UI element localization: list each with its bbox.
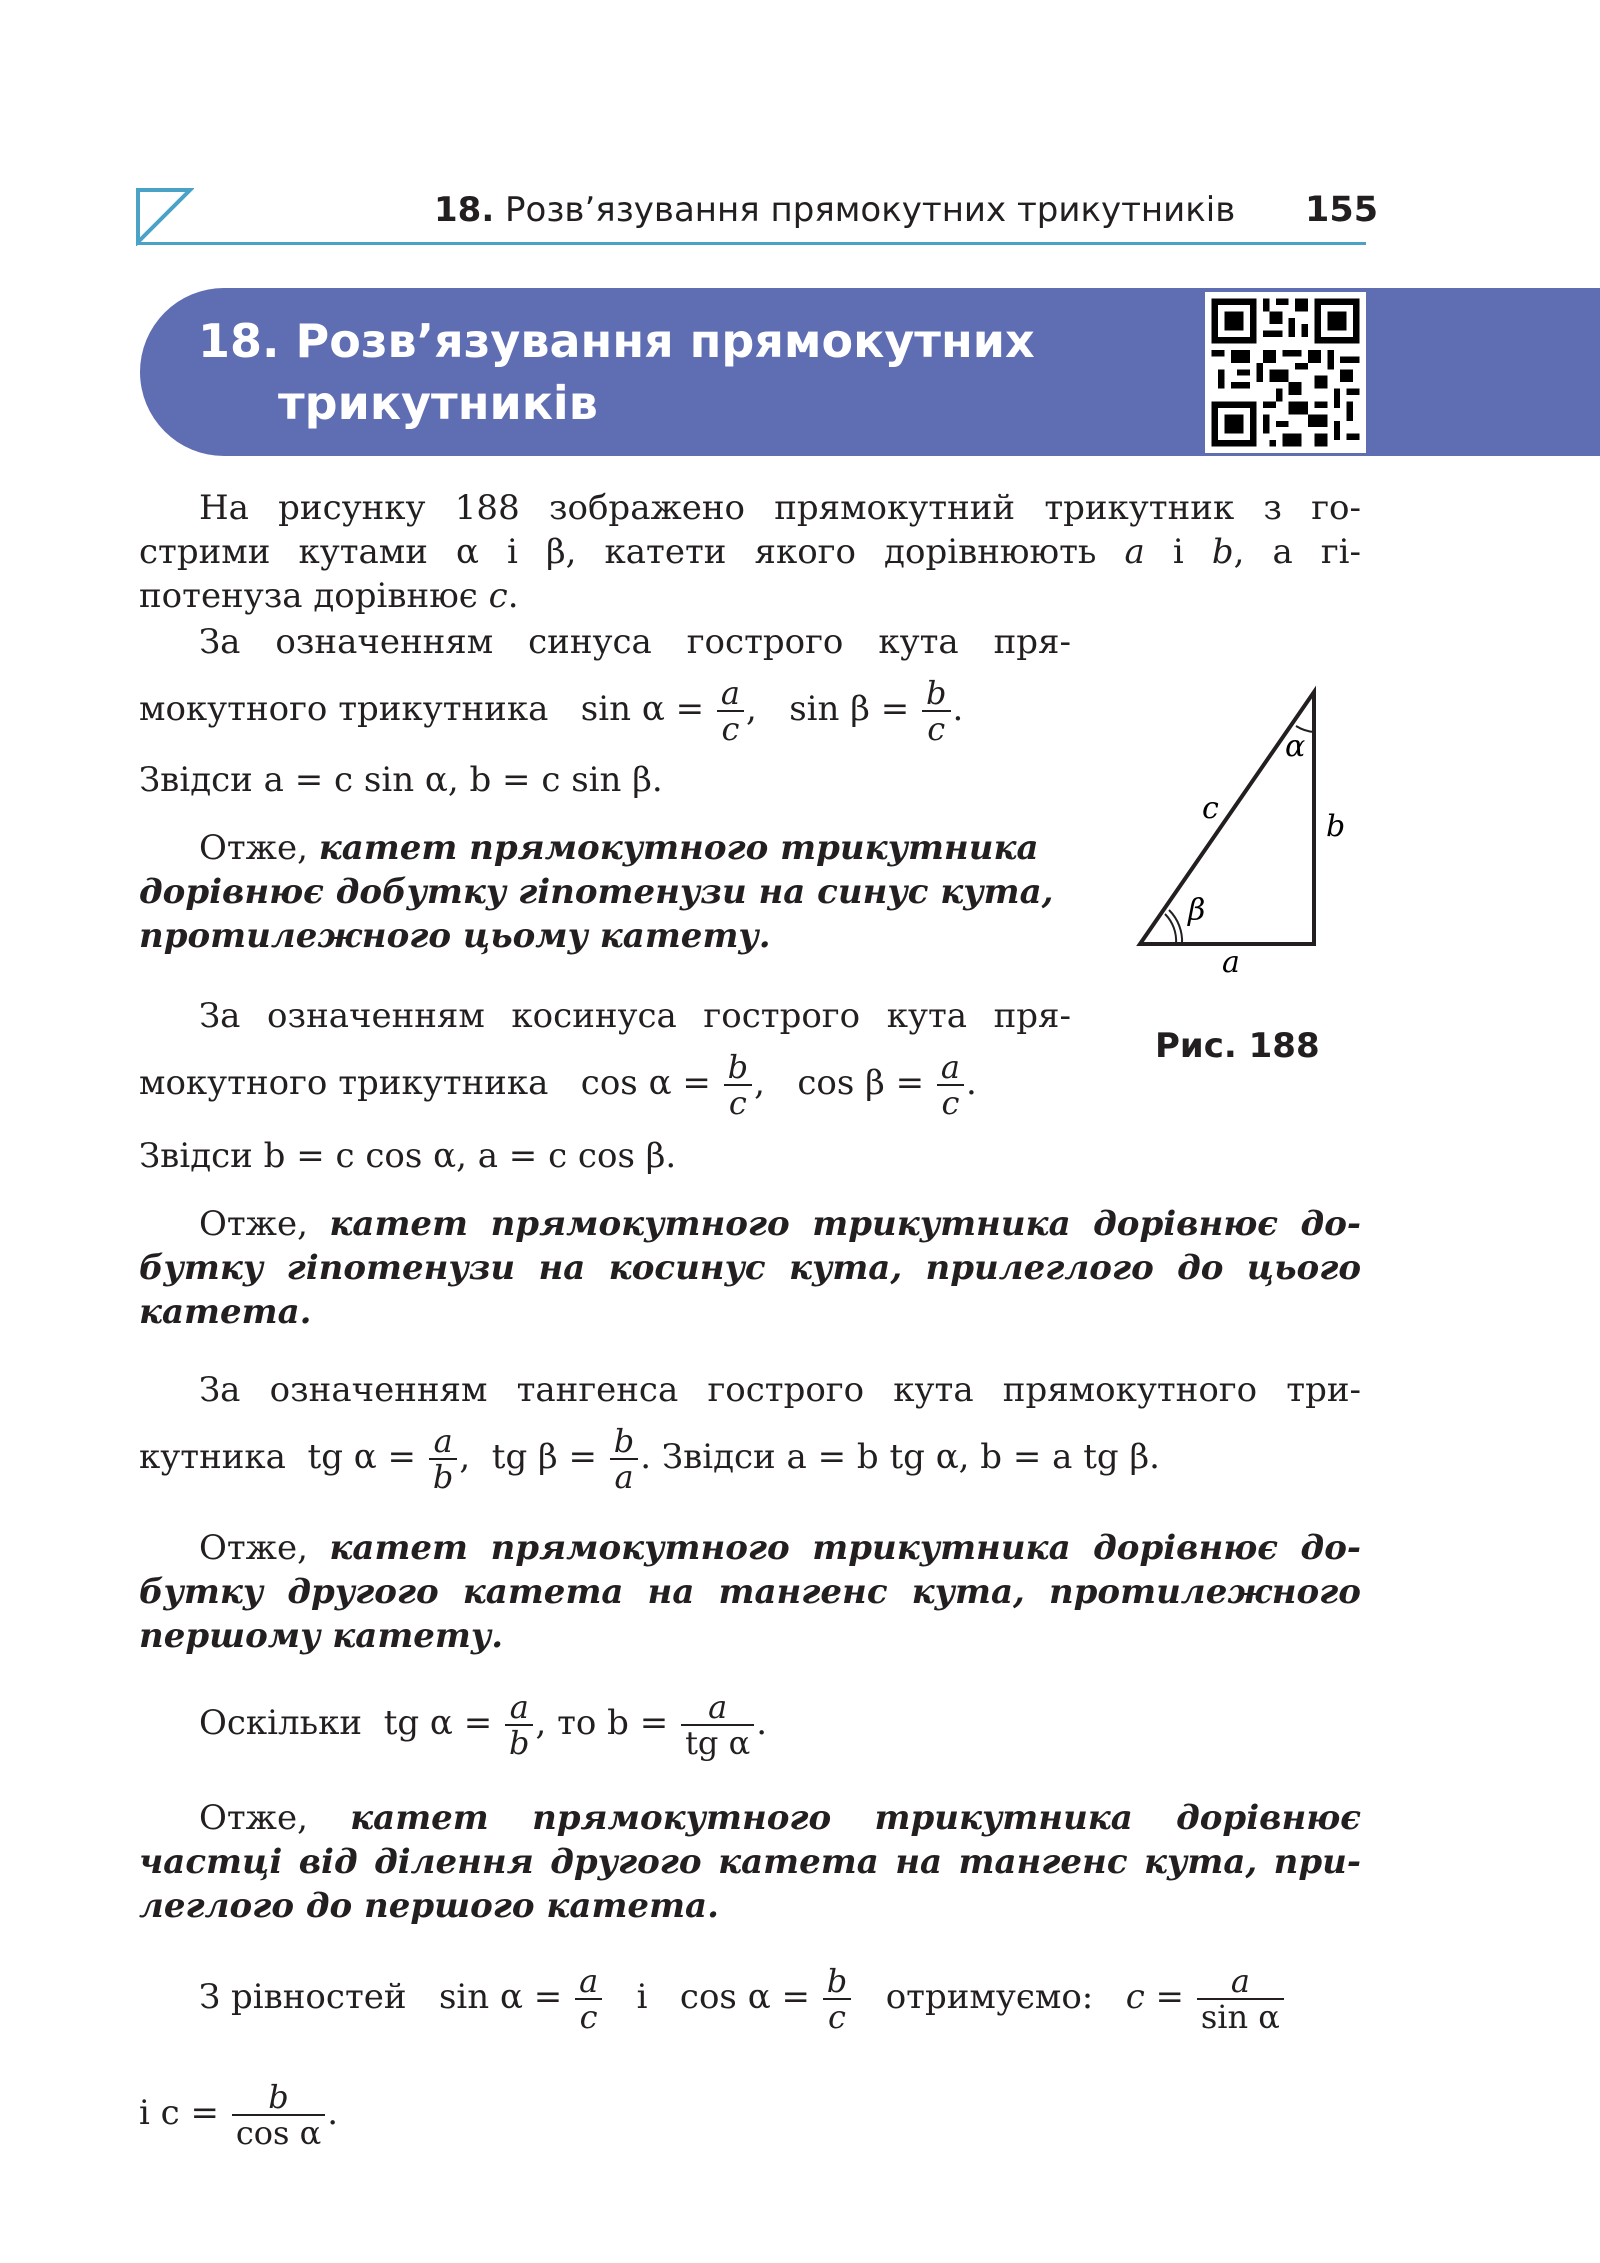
tg-alpha-num: a [433,1422,453,1460]
div-conclusion-2: частці від ділення другого катета на тангенс кута, при- [139,1842,1361,1882]
tg-result: . Звідси a = b tg α, b = a tg β. [640,1437,1160,1477]
cos-beta-num: a [940,1048,960,1086]
sin-alpha-den: c [717,710,744,746]
since-tg-den: b [505,1724,533,1760]
sin-conclusion-pre: Отже, [199,828,319,868]
tg-conclusion-line-3: першому катету. [139,1616,504,1656]
tg-alpha-fraction [429,1424,457,1494]
eq-cos-label: cos α = [679,1977,810,2017]
tg-line-1 [199,1368,1361,1412]
eq-and: і [636,1977,648,2017]
intro-line-3-end: . [507,576,519,616]
sin-line-1-text: За означенням синуса гострого кута пря- [199,622,1071,662]
sin-alpha-label: sin α = [580,689,705,729]
tg-beta-num: b [613,1422,635,1460]
figure-label-b: b [1326,809,1346,844]
sin-formula-line: мокутного трикутника sin α = $\frac{a}{c}$ , sin β = $\frac{b}{c}$ . [139,674,964,748]
cos-alpha-fraction [724,1050,752,1120]
cos-conclusion-3: катета [139,1292,300,1332]
cos-beta-label: cos β = [797,1063,925,1103]
intro-var-b: b [1211,532,1234,572]
section-title-line2: трикутників [278,376,598,430]
tg-formula-line: кутника tg α = $\frac{a}{b}$ , tg β = $\frac{b}{a}$ . Звідси a = b tg α, b = a tg β. [139,1422,1160,1496]
intro-line-3-a: потенуза дорівнює [139,576,489,616]
since-b-fraction [681,1690,754,1760]
since-b-num: a [708,1688,728,1726]
qr-code[interactable] [1205,292,1366,453]
cos-beta-fraction [937,1050,964,1120]
cos-conclusion-line-3: катета. [139,1292,312,1332]
eq-cos-den: c [823,1998,851,2034]
cos-conclusion-2: бутку гіпотенузи на косинус кута, прилеглого до цього [139,1248,1361,1288]
eq-c-label: c = [1125,1977,1185,2017]
since-tg-num: a [509,1688,529,1726]
tg-beta-den: a [610,1458,638,1494]
eq-get: отримуємо: [885,1977,1094,2017]
last-c-den: cos α [232,2114,325,2150]
running-header [434,190,1235,230]
running-header-number: 18. [434,190,495,230]
div-conclusion-line-2 [139,1840,1361,1884]
cos-beta-den: c [937,1084,964,1120]
last-c-num: b [268,2078,289,2116]
sin-alpha-num: a [720,674,740,712]
sin-beta-den: c [922,710,950,746]
tg-alpha-label: tg α = [307,1437,417,1477]
sin-line-2-text: мокутного трикутника [139,689,549,729]
cos-line-2-text: мокутного трикутника [139,1063,549,1103]
figure-label-a: a [1222,945,1240,980]
since-tg-label: tg α = [383,1703,493,1743]
eq-sin-num: a [579,1962,599,2000]
tg-conclusion-pre: Отже, [199,1528,330,1568]
equalities-line [199,1964,1286,2034]
div-conclusion-pre: Отже, [199,1798,351,1838]
tg-conclusion-line-1 [199,1526,1361,1570]
intro-var-a: a [1124,532,1145,572]
div-conclusion-3: леглого до першого катета [139,1886,708,1926]
eq-sin-den: c [575,1998,602,2034]
eq-c-num: a [1230,1962,1250,2000]
sin-line-1 [199,620,1071,664]
eq-pre: З рівностей [199,1977,407,2017]
eq-sin-fraction [575,1964,602,2034]
eq-sin-label: sin α = [438,1977,563,2017]
intro-line-1 [199,486,1361,530]
cos-conclusion-line-2 [139,1246,1361,1290]
page-number: 155 [1305,190,1379,230]
since-pre: Оскільки [199,1703,363,1743]
tg-conclusion-3: першому катету [139,1616,492,1656]
eq-c-fraction [1197,1964,1284,2034]
sin-conclusion-line-1 [199,826,1038,870]
sin-conclusion-1: катет прямокутного трикутника [318,828,1039,868]
figure-188 [1120,680,1360,980]
cos-conclusion-1: катет прямокутного трикутника дорівнює до- [329,1204,1361,1244]
intro-line-2-e: , а гі- [1233,532,1361,572]
tg-conclusion-1: катет прямокутного трикутника дорівнює до- [329,1528,1361,1568]
tg-line-1-text: За означенням тангенса гострого кута прямокутного три- [199,1370,1361,1410]
cos-formula-line: мокутного трикутника cos α = $\frac{b}{c}$ , cos β = $\frac{a}{c}$ . [139,1048,977,1122]
corner-triangle-icon [134,186,194,246]
eq-cos-num: b [826,1962,848,2000]
div-conclusion-line-1 [199,1796,1361,1840]
cos-conclusion-pre: Отже, [199,1204,330,1244]
sin-beta-label: sin β = [789,689,910,729]
sin-beta-num: b [926,674,947,712]
tg-beta-label: tg β = [491,1437,597,1477]
figure-label-beta: β [1188,893,1206,928]
cos-line-1 [199,994,1071,1038]
tg-conclusion-2: бутку другого катета на тангенс кута, протилежного [139,1572,1361,1612]
qr-code-image [1205,292,1366,453]
last-formula-line [139,2080,338,2150]
header-rule [136,242,1366,245]
tg-beta-fraction [610,1424,638,1494]
eq-cos-fraction [823,1964,851,2034]
figure-label-c: c [1202,791,1219,826]
div-conclusion-1: катет прямокутного трикутника дорівнює [350,1798,1361,1838]
figure-label-alpha: α [1285,729,1306,764]
intro-line-1-text: На рисунку 188 зображено прямокутний трикутник з го- [199,488,1361,528]
since-b-den: tg α [681,1724,754,1760]
section-title-line1: 18. Розв’язування прямокутних [198,314,1035,368]
last-c-fraction [232,2080,325,2150]
eq-c-den: sin α [1197,1998,1284,2034]
tg-line-2-text: кутника [139,1437,286,1477]
sin-alpha-fraction [717,676,744,746]
sin-conclusion-3: протилежного цьому катету [139,916,759,956]
intro-line-3 [139,574,519,618]
sin-conclusion-line-3: протилежного цьому катету. [139,916,771,956]
intro-var-c: c [488,576,508,616]
since-end: . [756,1703,767,1743]
cos-line-1-text: За означенням косинуса гострого кута пря- [199,996,1071,1036]
div-conclusion-line-3: леглого до першого катета. [139,1886,719,1926]
intro-line-2-a: стрими кутами α і β, катети якого дорівнюють [139,532,1125,572]
last-pre: і c = [139,2093,220,2133]
cos-alpha-label: cos α = [580,1063,711,1103]
tg-alpha-den: b [429,1458,457,1494]
since-formula-line [199,1690,767,1760]
figure-caption: Рис. 188 [1155,1026,1320,1066]
sin-conclusion-line-2: дорівнює добутку гіпотенузи на синус кута, [139,872,1054,912]
intro-line-2 [139,530,1361,574]
running-header-title: Розв’язування прямокутних трикутників [505,190,1236,230]
cos-result: Звідси b = c cos α, a = c cos β. [139,1136,677,1176]
cos-alpha-den: c [724,1084,752,1120]
since-mid: , то b = [535,1703,669,1743]
cos-alpha-num: b [727,1048,749,1086]
since-tg-fraction [505,1690,533,1760]
cos-conclusion-line-1 [199,1202,1361,1246]
intro-line-2-c: і [1144,532,1212,572]
sin-beta-fraction [922,676,950,746]
sin-result: Звідси a = c sin α, b = c sin β. [139,760,663,800]
tg-conclusion-line-2 [139,1570,1361,1614]
last-end: . [327,2093,339,2133]
